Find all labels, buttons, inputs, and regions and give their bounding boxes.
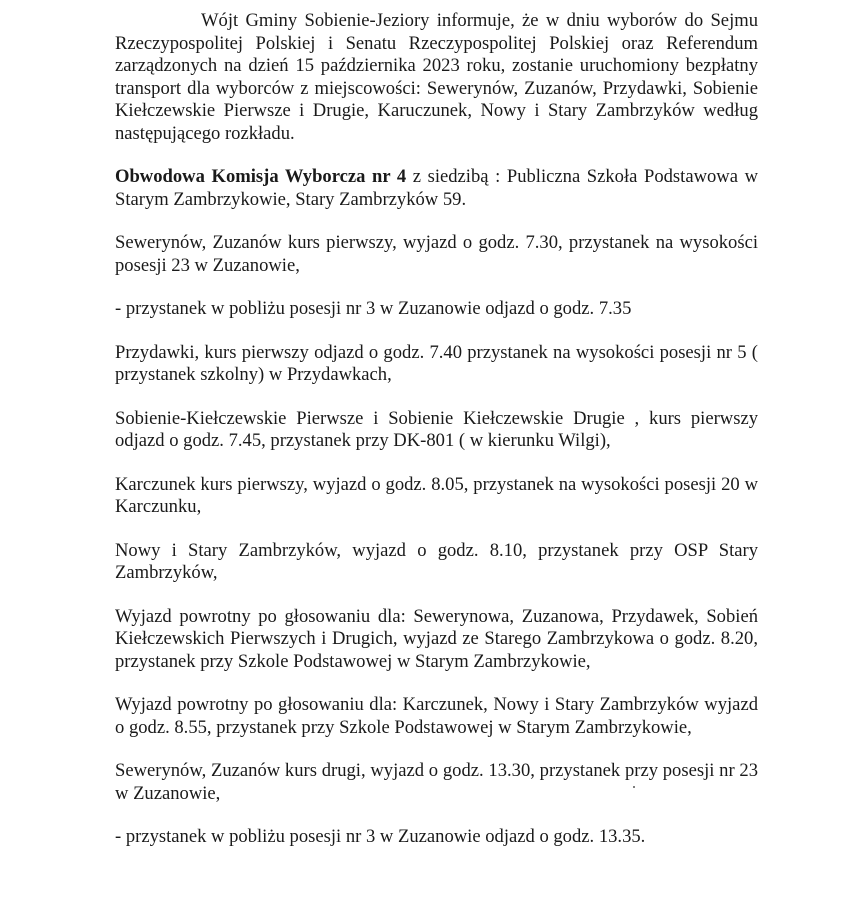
document-page	[115, 10, 758, 870]
commission-paragraph	[115, 166, 758, 211]
scan-speck	[633, 786, 635, 788]
schedule-item: Wyjazd powrotny po głosowaniu dla: Sewerynowa, Zuzanowa, Przydawek, Sobień Kiełczewskich Pierwszych i Drugich, wyjazd ze Starego Zambrzykowa o godz. 8.20, przystanek przy Szkole Podstawowej w Starym Zambrzykowie,	[115, 605, 758, 672]
schedule-item: Nowy i Stary Zambrzyków, wyjazd o godz. 8.10, przystanek przy OSP Stary Zambrzyków,	[115, 539, 758, 583]
schedule-item: Sobienie-Kiełczewskie Pierwsze i Sobienie Kiełczewskie Drugie , kurs pierwszy odjazd o godz. 7.45, przystanek przy DK-801 ( w kierunku Wilgi),	[115, 407, 758, 451]
schedule-item: - przystanek w pobliżu posesji nr 3 w Zuzanowie odjazd o godz. 7.35	[115, 298, 632, 319]
schedule-item: Przydawki, kurs pierwszy odjazd o godz. 7.40 przystanek na wysokości posesji nr 5 ( przystanek szkolny) w Przydawkach,	[115, 341, 758, 385]
commission-name: Obwodowa Komisja Wyborcza nr 4	[115, 166, 407, 187]
schedule-item: Karczunek kurs pierwszy, wyjazd o godz. 8.05, przystanek na wysokości posesji 20 w Karczunku,	[115, 473, 758, 517]
intro-paragraph: Wójt Gminy Sobienie-Jeziory informuje, że w dniu wyborów do Sejmu Rzeczypospolitej Polskiej i Senatu Rzeczypospolitej Polskiej oraz Referendum zarządzonych na dzień 15 października 2023 roku, zostanie uruchomiony bezpłatny transport dla wyborców z miejscowości: Sewerynów, Zuzanów, Przydawki, Sobienie Kiełczewskie Pierwsze i Drugie, Karuczunek, Nowy i Stary Zambrzyków według następującego rozkładu.	[115, 10, 758, 144]
schedule-item: - przystanek w pobliżu posesji nr 3 w Zuzanowie odjazd o godz. 13.35.	[115, 826, 646, 847]
schedule-item: Sewerynów, Zuzanów kurs drugi, wyjazd o godz. 13.30, przystanek przy posesji nr 23 w Zuzanowie,	[115, 760, 758, 804]
schedule-item: Sewerynów, Zuzanów kurs pierwszy, wyjazd o godz. 7.30, przystanek na wysokości posesji 23 w Zuzanowie,	[115, 232, 758, 276]
commission-seat: z siedzibą : Publiczna Szkoła Podstawowa w Starym Zambrzykowie, Stary Zambrzyków 59.	[115, 166, 758, 210]
schedule-item: Wyjazd powrotny po głosowaniu dla: Karczunek, Nowy i Stary Zambrzyków wyjazd o godz. 8.55, przystanek przy Szkole Podstawowej w Starym Zambrzykowie,	[115, 694, 758, 738]
